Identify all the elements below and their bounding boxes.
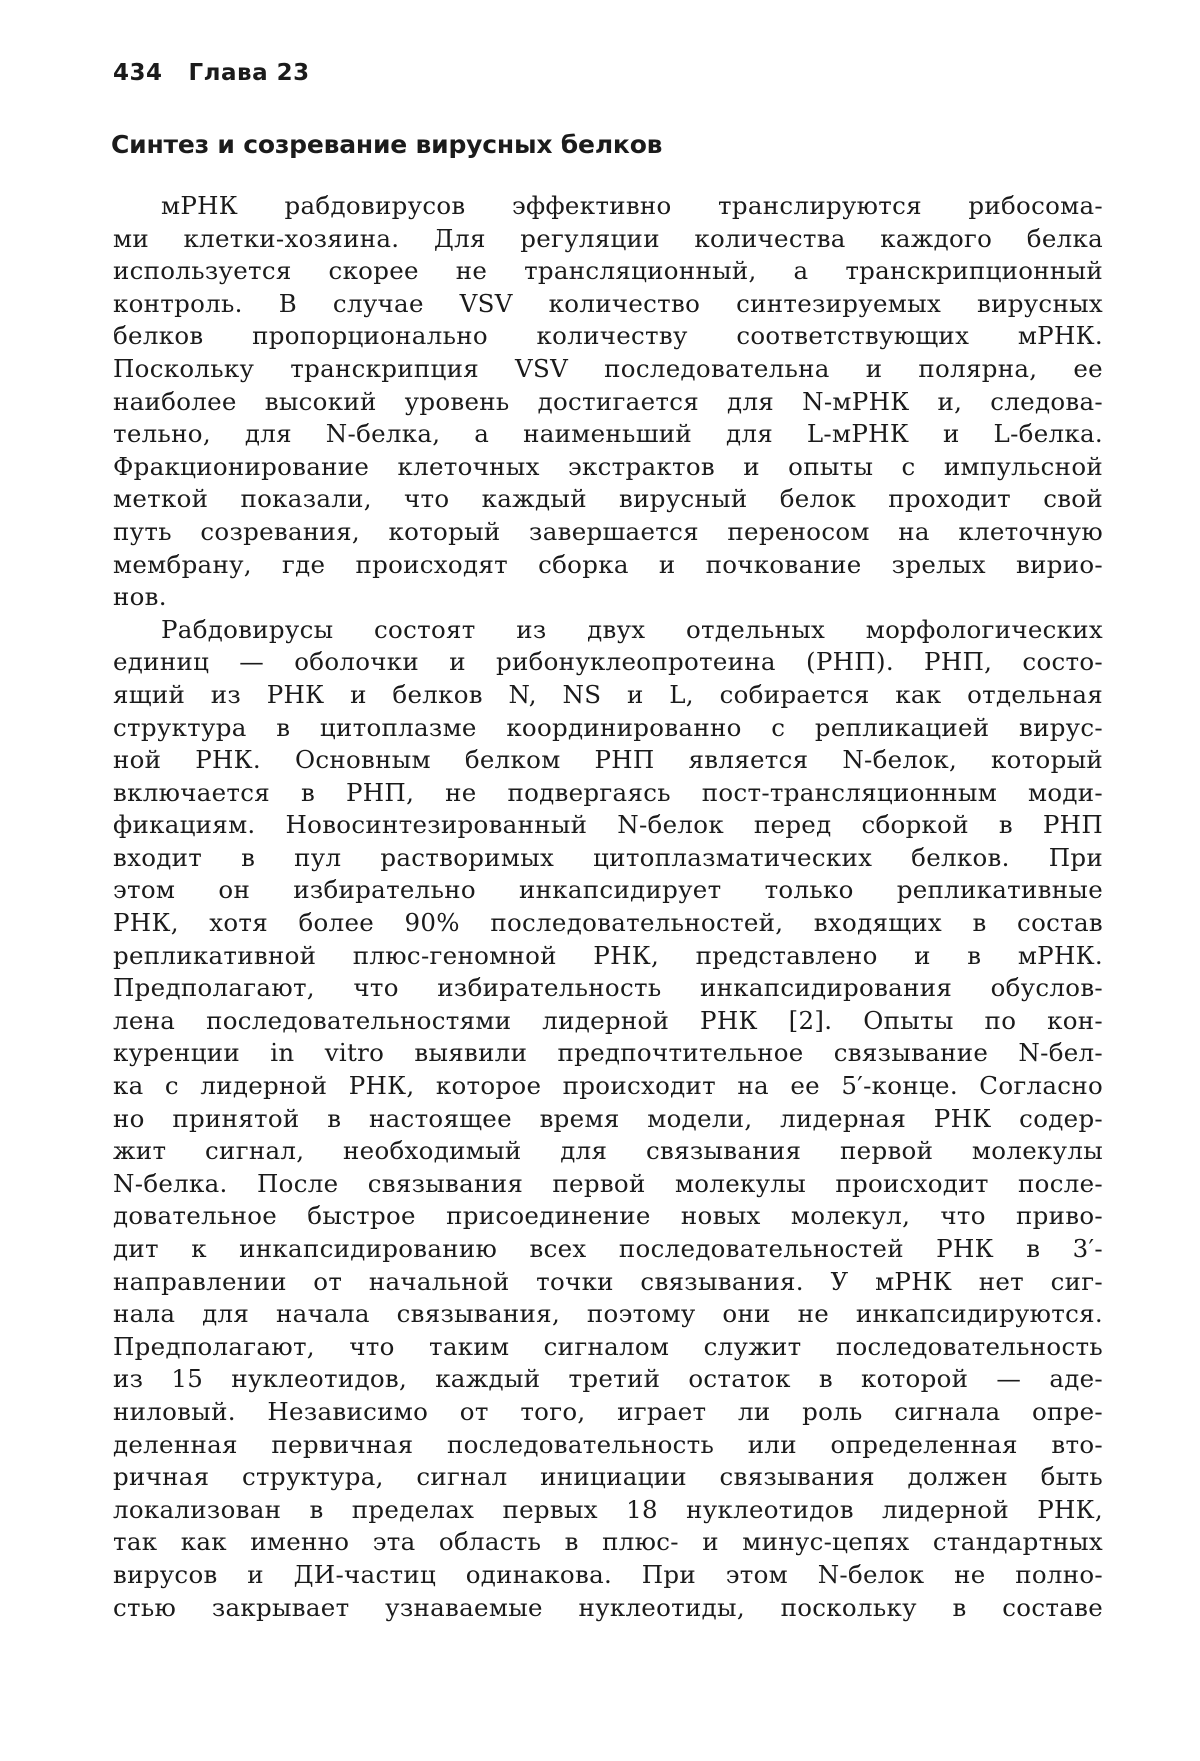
text-line: ми клетки-хозяина. Для регуляции количества каждого белка <box>113 223 1103 253</box>
text-line: куренции in vitro выявили предпочтительное связывание N-бел- <box>113 1038 1103 1068</box>
text-line: наиболее высокий уровень достигается для N-мРНК и, следова- <box>113 386 1103 416</box>
text-line: меткой показали, что каждый вирусный белок проходит свой <box>113 484 1103 514</box>
text-line: Рабдовирусы состоят из двух отдельных морфологических <box>161 614 1103 644</box>
text-line: нов. <box>113 582 167 612</box>
text-line: Поскольку транскрипция VSV последовательна и полярна, ее <box>113 353 1103 383</box>
text-line: репликативной плюс-геномной РНК, представлено и в мРНК. <box>113 940 1103 970</box>
text-line: включается в РНП, не подвергаясь пост-трансляционным моди- <box>113 777 1103 807</box>
text-line: но принятой в настоящее время модели, лидерная РНК содер- <box>113 1103 1103 1133</box>
page-number: 434 <box>113 60 163 86</box>
text-line: структура в цитоплазме координированно с репликацией вирус- <box>113 712 1103 742</box>
text-line: единиц — оболочки и рибонуклеопротеина (РНП). РНП, состо- <box>113 647 1103 677</box>
text-line: так как именно эта область в плюс- и минус-цепях стандартных <box>113 1527 1103 1557</box>
text-line: РНК, хотя более 90% последовательностей, входящих в состав <box>113 908 1103 938</box>
text-line: деленная первичная последовательность или определенная вто- <box>113 1429 1103 1459</box>
text-line: из 15 нуклеотидов, каждый третий остаток в которой — аде- <box>113 1364 1103 1394</box>
paragraph <box>113 190 1103 614</box>
text-line: мембрану, где происходят сборка и почкование зрелых вирио- <box>113 549 1103 579</box>
text-line: ящий из РНК и белков N, NS и L, собирается как отдельная <box>113 679 1103 709</box>
text-line: фикациям. Новосинтезированный N-белок перед сборкой в РНП <box>113 810 1103 840</box>
section-title: Синтез и созревание вирусных белков <box>111 130 663 159</box>
text-line: направлении от начальной точки связывания. У мРНК нет сиг- <box>113 1266 1103 1296</box>
text-line: Предполагают, что избирательность инкапсидирования обуслов- <box>113 973 1103 1003</box>
body-text <box>113 190 1103 1624</box>
text-line: стью закрывает узнаваемые нуклеотиды, поскольку в составе <box>113 1592 1103 1622</box>
text-line: лена последовательностями лидерной РНК [2]. Опыты по кон- <box>113 1005 1103 1035</box>
text-line: ричная структура, сигнал инициации связывания должен быть <box>113 1462 1103 1492</box>
text-line: довательное быстрое присоединение новых молекул, что приво- <box>113 1201 1103 1231</box>
text-line: Фракционирование клеточных экстрактов и опыты с импульсной <box>113 451 1103 481</box>
text-line: входит в пул растворимых цитоплазматических белков. При <box>113 842 1103 872</box>
chapter-label: Глава 23 <box>188 60 310 86</box>
text-line: локализован в пределах первых 18 нуклеотидов лидерной РНК, <box>113 1494 1103 1524</box>
text-line: ной РНК. Основным белком РНП является N-белок, который <box>113 745 1103 775</box>
paragraph <box>113 614 1103 1624</box>
text-line: белков пропорционально количеству соответствующих мРНК. <box>113 321 1103 351</box>
text-line: тельно, для N-белка, а наименьший для L-мРНК и L-белка. <box>113 419 1103 449</box>
text-line: контроль. В случае VSV количество синтезируемых вирусных <box>113 288 1103 318</box>
text-line: вирусов и ДИ-частиц одинакова. При этом N-белок не полно- <box>113 1559 1103 1589</box>
text-line: ниловый. Независимо от того, играет ли роль сигнала опре- <box>113 1396 1103 1426</box>
text-line: этом он избирательно инкапсидирует только репликативные <box>113 875 1103 905</box>
text-line: N-белка. После связывания первой молекулы происходит после- <box>113 1168 1103 1198</box>
text-line: ка с лидерной РНК, которое происходит на ее 5′-конце. Согласно <box>113 1071 1103 1101</box>
text-line: Предполагают, что таким сигналом служит последовательность <box>113 1331 1103 1361</box>
text-line: путь созревания, который завершается переносом на клеточную <box>113 516 1103 546</box>
text-line: используется скорее не трансляционный, а транскрипционный <box>113 256 1103 286</box>
text-line: мРНК рабдовирусов эффективно транслируются рибосома- <box>161 191 1103 220</box>
text-line: нала для начала связывания, поэтому они не инкапсидируются. <box>113 1299 1103 1329</box>
running-head <box>113 60 310 86</box>
text-line: дит к инкапсидированию всех последовательностей РНК в 3′- <box>113 1234 1103 1263</box>
text-line: жит сигнал, необходимый для связывания первой молекулы <box>113 1136 1103 1166</box>
